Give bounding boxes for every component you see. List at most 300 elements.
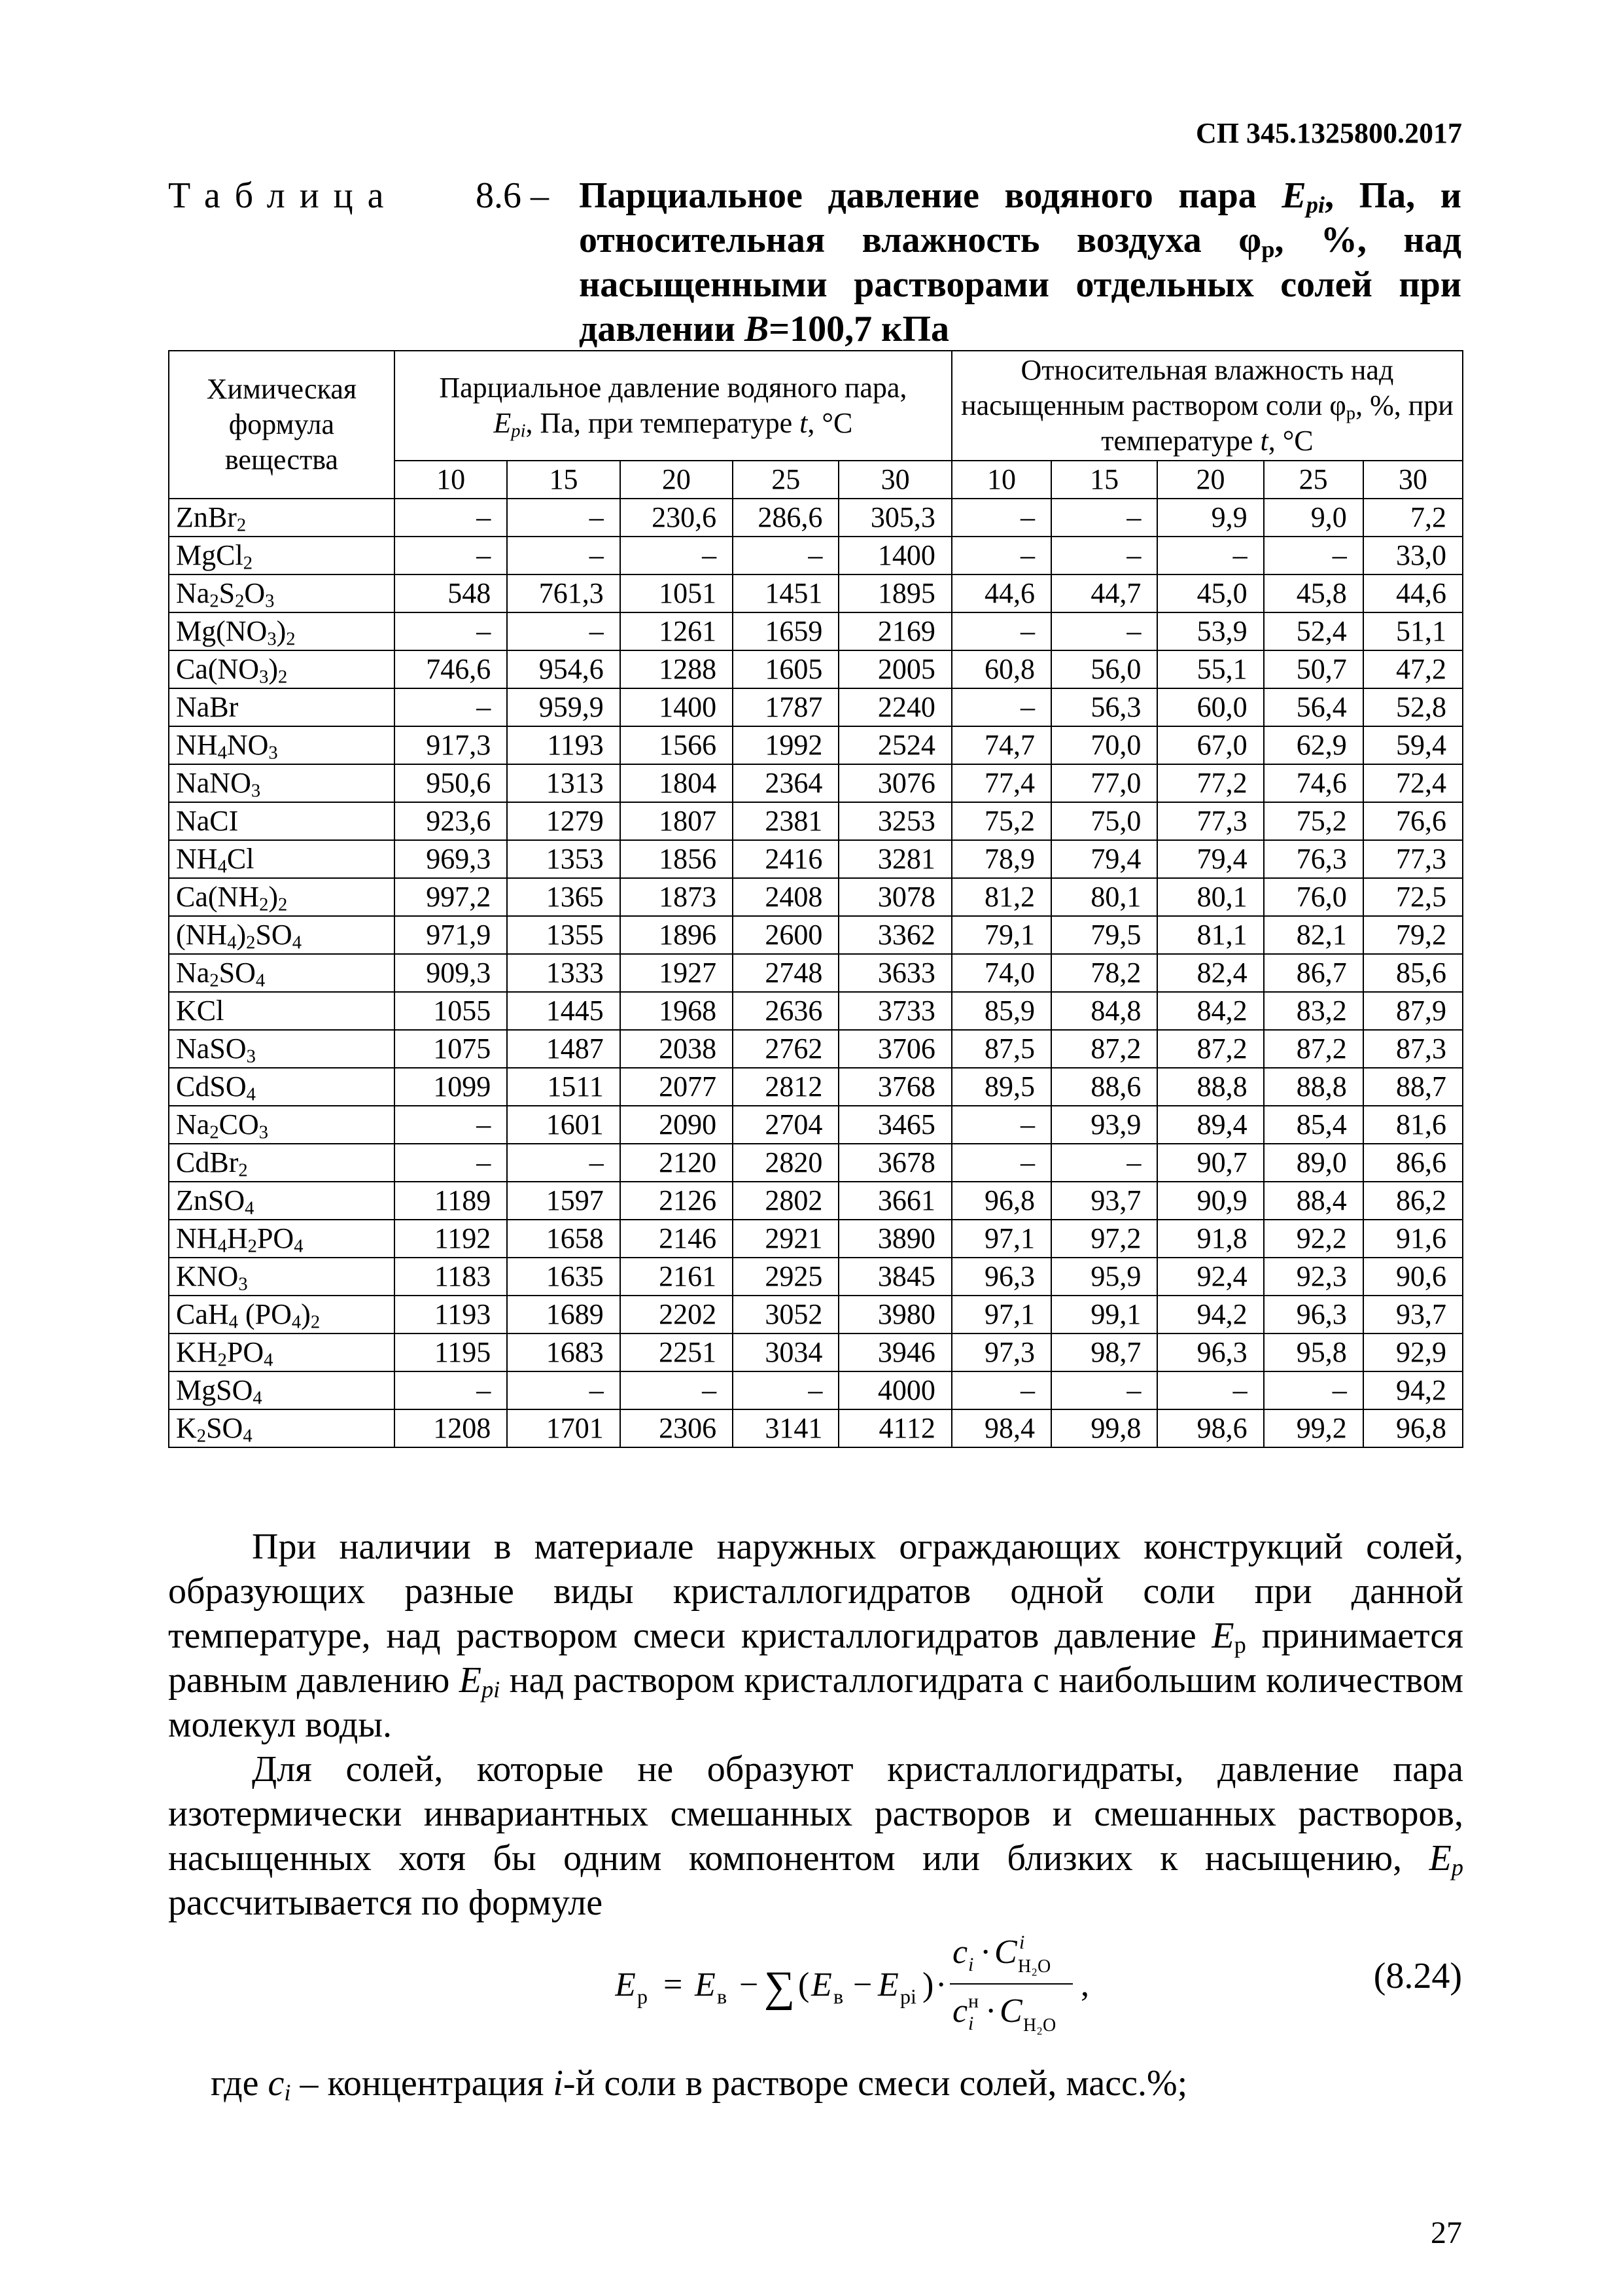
table-row bbox=[169, 1144, 1463, 1182]
value-cell: 917,3 bbox=[394, 726, 507, 764]
value-cell: – bbox=[733, 1371, 839, 1409]
value-cell: 2925 bbox=[733, 1258, 839, 1296]
value-cell: – bbox=[394, 1144, 507, 1182]
table-row bbox=[169, 1030, 1463, 1068]
value-cell: 74,0 bbox=[952, 954, 1051, 992]
formula-part: NaNO bbox=[176, 767, 251, 799]
value-cell: – bbox=[952, 612, 1051, 650]
value-cell: 1635 bbox=[507, 1258, 620, 1296]
value-cell: 9,0 bbox=[1264, 499, 1363, 537]
value-cell: 72,4 bbox=[1363, 764, 1463, 802]
value-cell: 1873 bbox=[620, 878, 733, 916]
formula-den-c-sup: н bbox=[968, 1990, 979, 2012]
value-cell: 89,4 bbox=[1157, 1106, 1263, 1144]
value-cell: 78,2 bbox=[1051, 954, 1157, 992]
formula-part: NH bbox=[176, 843, 218, 875]
value-cell: 92,2 bbox=[1264, 1220, 1363, 1258]
temperature-header-cell: 30 bbox=[1363, 461, 1463, 499]
value-cell: 98,4 bbox=[952, 1409, 1051, 1447]
formula-part: 4 bbox=[227, 932, 237, 953]
value-cell: 87,9 bbox=[1363, 992, 1463, 1030]
value-cell: 86,7 bbox=[1264, 954, 1363, 992]
value-cell: 3661 bbox=[839, 1182, 951, 1220]
formula-lhs-sub: р bbox=[637, 1985, 648, 2008]
value-cell: 2120 bbox=[620, 1144, 733, 1182]
value-cell: 90,6 bbox=[1363, 1258, 1463, 1296]
table-row bbox=[169, 992, 1463, 1030]
formula-part: SO bbox=[206, 1412, 243, 1444]
formula-num-c: c bbox=[952, 1934, 968, 1971]
value-cell: 76,6 bbox=[1363, 802, 1463, 840]
formula-eb: E bbox=[695, 1966, 716, 2004]
value-cell: 2364 bbox=[733, 764, 839, 802]
value-cell: 971,9 bbox=[394, 916, 507, 954]
value-cell: 44,7 bbox=[1051, 574, 1157, 612]
formula-part: 4 bbox=[217, 857, 227, 877]
formula-part: Na bbox=[176, 577, 210, 609]
value-cell: – bbox=[952, 1144, 1051, 1182]
temperature-header-cell: 20 bbox=[1157, 461, 1263, 499]
formula-part: CaH bbox=[176, 1298, 229, 1330]
value-cell: 45,8 bbox=[1264, 574, 1363, 612]
formula-eq: = bbox=[663, 1966, 683, 2004]
value-cell: 60,8 bbox=[952, 650, 1051, 688]
value-cell: 230,6 bbox=[620, 499, 733, 537]
formula-part: 3 bbox=[258, 1122, 269, 1143]
value-cell: 83,2 bbox=[1264, 992, 1363, 1030]
value-cell: – bbox=[394, 499, 507, 537]
value-cell: 1195 bbox=[394, 1333, 507, 1371]
value-cell: 1701 bbox=[507, 1409, 620, 1447]
value-cell: 76,3 bbox=[1264, 840, 1363, 878]
value-cell: 3633 bbox=[839, 954, 951, 992]
formula-part: Cl bbox=[226, 843, 254, 875]
value-cell: 96,3 bbox=[1157, 1333, 1263, 1371]
value-cell: 1605 bbox=[733, 650, 839, 688]
value-cell: 3768 bbox=[839, 1068, 951, 1106]
value-cell: 56,4 bbox=[1264, 688, 1363, 726]
formula-eb-sub: в bbox=[717, 1985, 727, 2008]
value-cell: 2381 bbox=[733, 802, 839, 840]
value-cell: 909,3 bbox=[394, 954, 507, 992]
formula-den-c: c bbox=[952, 1992, 968, 2030]
value-cell: 2704 bbox=[733, 1106, 839, 1144]
value-cell: 3980 bbox=[839, 1296, 951, 1333]
value-cell: 1451 bbox=[733, 574, 839, 612]
formula-part: 4 bbox=[292, 932, 302, 953]
formula-number: (8.24) bbox=[1373, 1956, 1462, 1996]
formula-cell bbox=[169, 802, 394, 840]
value-cell: 77,2 bbox=[1157, 764, 1263, 802]
caption-number: 8.6 – bbox=[476, 175, 549, 216]
formula-part: NaSO bbox=[176, 1033, 247, 1065]
table-row bbox=[169, 1258, 1463, 1296]
value-cell: 3465 bbox=[839, 1106, 951, 1144]
value-cell: 87,2 bbox=[1051, 1030, 1157, 1068]
table-row bbox=[169, 840, 1463, 878]
value-cell: 94,2 bbox=[1363, 1371, 1463, 1409]
value-cell: – bbox=[952, 688, 1051, 726]
value-cell: 81,6 bbox=[1363, 1106, 1463, 1144]
value-cell: 98,6 bbox=[1157, 1409, 1263, 1447]
value-cell: – bbox=[620, 1371, 733, 1409]
caption-title: Парциальное давление водяного пара $E_{pi}$, Па, и относительная влажность воздуха $\varphi_p$, %, над насыщенными растворами отдельных солей при давлении B=100,7 кПа bbox=[579, 175, 1462, 349]
value-cell: – bbox=[1264, 537, 1363, 574]
formula-cell bbox=[169, 1258, 394, 1296]
value-cell: 1927 bbox=[620, 954, 733, 992]
value-cell: 98,7 bbox=[1051, 1333, 1157, 1371]
table-row bbox=[169, 954, 1463, 992]
value-cell: 93,7 bbox=[1363, 1296, 1463, 1333]
formula-part: ) bbox=[301, 1298, 311, 1330]
formula-paren-close: ) bbox=[922, 1966, 934, 2004]
value-cell: 1856 bbox=[620, 840, 733, 878]
value-cell: 2146 bbox=[620, 1220, 733, 1258]
value-cell: 77,0 bbox=[1051, 764, 1157, 802]
formula-part: H bbox=[226, 1222, 248, 1254]
formula-part: S bbox=[218, 577, 236, 609]
value-cell: 85,9 bbox=[952, 992, 1051, 1030]
formula-sigma: ∑ bbox=[764, 1963, 795, 2011]
formula-minus2: − bbox=[853, 1966, 873, 2004]
value-cell: 548 bbox=[394, 574, 507, 612]
value-cell: – bbox=[394, 612, 507, 650]
value-cell: 2600 bbox=[733, 916, 839, 954]
value-cell: 2005 bbox=[839, 650, 951, 688]
formula-part: 2 bbox=[209, 970, 219, 991]
value-cell: 1445 bbox=[507, 992, 620, 1030]
formula-lhs: E bbox=[615, 1966, 636, 2004]
formula-part: NO bbox=[226, 729, 269, 761]
formula-part: ) bbox=[268, 881, 279, 913]
value-cell: 4000 bbox=[839, 1371, 951, 1409]
formula-cell bbox=[169, 1068, 394, 1106]
value-cell: 82,4 bbox=[1157, 954, 1263, 992]
formula-cell bbox=[169, 916, 394, 954]
table-body bbox=[169, 499, 1463, 1447]
value-cell: 96,3 bbox=[952, 1258, 1051, 1296]
value-cell: 2090 bbox=[620, 1106, 733, 1144]
value-cell: 3141 bbox=[733, 1409, 839, 1447]
value-cell: 50,7 bbox=[1264, 650, 1363, 688]
value-cell: – bbox=[394, 1106, 507, 1144]
value-cell: 923,6 bbox=[394, 802, 507, 840]
value-cell: 56,3 bbox=[1051, 688, 1157, 726]
value-cell: 3281 bbox=[839, 840, 951, 878]
value-cell: 79,1 bbox=[952, 916, 1051, 954]
value-cell: 99,8 bbox=[1051, 1409, 1157, 1447]
table-row bbox=[169, 1068, 1463, 1106]
value-cell: 7,2 bbox=[1363, 499, 1463, 537]
formula-part: 3 bbox=[246, 1046, 256, 1067]
formula-part: 3 bbox=[238, 1274, 248, 1295]
value-cell: 77,3 bbox=[1157, 802, 1263, 840]
formula-part: 4 bbox=[217, 743, 227, 764]
formula-part: CO bbox=[218, 1108, 259, 1140]
value-cell: 2161 bbox=[620, 1258, 733, 1296]
value-cell: 1192 bbox=[394, 1220, 507, 1258]
value-cell: 2636 bbox=[733, 992, 839, 1030]
formula-cell bbox=[169, 1409, 394, 1447]
value-cell: 62,9 bbox=[1264, 726, 1363, 764]
value-cell: 80,1 bbox=[1157, 878, 1263, 916]
value-cell: 2524 bbox=[839, 726, 951, 764]
value-cell: 51,1 bbox=[1363, 612, 1463, 650]
value-cell: 89,0 bbox=[1264, 1144, 1363, 1182]
formula-part: 3 bbox=[251, 781, 261, 802]
value-cell: 55,1 bbox=[1157, 650, 1263, 688]
value-cell: 90,9 bbox=[1157, 1182, 1263, 1220]
formula-num-C-sup: i bbox=[1019, 1932, 1025, 1953]
formula-cell bbox=[169, 1296, 394, 1333]
formula-epi-sub: рi bbox=[900, 1985, 916, 2008]
value-cell: 91,6 bbox=[1363, 1220, 1463, 1258]
value-cell: 2240 bbox=[839, 688, 951, 726]
formula-part: (PO bbox=[237, 1298, 292, 1330]
value-cell: 82,1 bbox=[1264, 916, 1363, 954]
value-cell: 81,2 bbox=[952, 878, 1051, 916]
formula-den-C: C bbox=[1000, 1992, 1022, 2030]
value-cell: 87,2 bbox=[1264, 1030, 1363, 1068]
value-cell: – bbox=[507, 612, 620, 650]
table-row bbox=[169, 574, 1463, 612]
value-cell: – bbox=[1051, 1371, 1157, 1409]
value-cell: 3052 bbox=[733, 1296, 839, 1333]
formula-cell bbox=[169, 537, 394, 574]
value-cell: 59,4 bbox=[1363, 726, 1463, 764]
value-cell: 1279 bbox=[507, 802, 620, 840]
value-cell: 84,2 bbox=[1157, 992, 1263, 1030]
formula-part: Na bbox=[176, 1108, 210, 1140]
formula-legend: где $c_i$ – концентрация i-й соли в растворе смеси солей, масс.%; bbox=[211, 2063, 1188, 2106]
value-cell: 93,7 bbox=[1051, 1182, 1157, 1220]
formula-part: MgSO bbox=[176, 1374, 253, 1406]
value-cell: 1683 bbox=[507, 1333, 620, 1371]
formula-part: 2 bbox=[238, 1160, 248, 1181]
value-cell: 33,0 bbox=[1363, 537, 1463, 574]
formula-part: 2 bbox=[259, 894, 269, 915]
formula-part: (NH bbox=[176, 919, 228, 951]
value-cell: – bbox=[507, 1144, 620, 1182]
formula-part: 4 bbox=[253, 1388, 262, 1409]
formula-part: SO bbox=[218, 957, 256, 989]
value-cell: 44,6 bbox=[1363, 574, 1463, 612]
value-cell: 1400 bbox=[620, 688, 733, 726]
value-cell: 1075 bbox=[394, 1030, 507, 1068]
formula-part: CdBr bbox=[176, 1146, 239, 1178]
header-humidity: Относительная влажность над насыщенным раствором соли $\varphi_р$, %, при температуре t, °С bbox=[952, 351, 1463, 461]
formula-part: 3 bbox=[259, 667, 269, 688]
value-cell: 88,8 bbox=[1157, 1068, 1263, 1106]
formula-part: 2 bbox=[196, 1426, 207, 1447]
value-cell: 2820 bbox=[733, 1144, 839, 1182]
value-cell: 88,4 bbox=[1264, 1182, 1363, 1220]
formula-eb2-sub: в bbox=[833, 1985, 844, 2008]
salts-table bbox=[168, 350, 1463, 1448]
value-cell: 81,1 bbox=[1157, 916, 1263, 954]
value-cell: 2038 bbox=[620, 1030, 733, 1068]
value-cell: 84,8 bbox=[1051, 992, 1157, 1030]
formula-part: 4 bbox=[255, 970, 266, 991]
value-cell: 2812 bbox=[733, 1068, 839, 1106]
value-cell: 94,2 bbox=[1157, 1296, 1263, 1333]
temperature-header-cell: 15 bbox=[1051, 461, 1157, 499]
formula-part: Ca(NO bbox=[176, 653, 260, 685]
value-cell: 1051 bbox=[620, 574, 733, 612]
value-cell: 1400 bbox=[839, 537, 951, 574]
value-cell: 2306 bbox=[620, 1409, 733, 1447]
formula-cell bbox=[169, 1144, 394, 1182]
value-cell: 86,2 bbox=[1363, 1182, 1463, 1220]
value-cell: 97,2 bbox=[1051, 1220, 1157, 1258]
formula-den-c-sub: i bbox=[968, 2013, 974, 2034]
formula-part: NH bbox=[176, 729, 218, 761]
value-cell: 77,3 bbox=[1363, 840, 1463, 878]
value-cell: 75,0 bbox=[1051, 802, 1157, 840]
value-cell: 79,5 bbox=[1051, 916, 1157, 954]
value-cell: 88,6 bbox=[1051, 1068, 1157, 1106]
value-cell: 85,6 bbox=[1363, 954, 1463, 992]
formula-part: O bbox=[244, 577, 266, 609]
value-cell: 3706 bbox=[839, 1030, 951, 1068]
formula-part: 3 bbox=[265, 591, 275, 612]
value-cell: 70,0 bbox=[1051, 726, 1157, 764]
caption-label: Таблица bbox=[168, 175, 398, 216]
formula-part: SO bbox=[255, 919, 292, 951]
value-cell: 67,0 bbox=[1157, 726, 1263, 764]
value-cell: 74,7 bbox=[952, 726, 1051, 764]
formula-cell bbox=[169, 688, 394, 726]
value-cell: 97,1 bbox=[952, 1220, 1051, 1258]
formula-part: NaBr bbox=[176, 691, 239, 723]
paragraph-mixed-solutions: Для солей, которые не образуют кристаллогидраты, давление пара изотермически инвариантных смешанных растворов и смешанных растворов, насыщенных хотя бы одним компонентом или близких к насыщению, $E_p$ рассчитывается по формуле bbox=[168, 1749, 1463, 1923]
value-cell: 746,6 bbox=[394, 650, 507, 688]
value-cell: – bbox=[1157, 537, 1263, 574]
value-cell: 79,4 bbox=[1157, 840, 1263, 878]
value-cell: 90,7 bbox=[1157, 1144, 1263, 1182]
formula-cell bbox=[169, 1371, 394, 1409]
value-cell: 2202 bbox=[620, 1296, 733, 1333]
formula-part: ZnBr bbox=[176, 501, 237, 533]
value-cell: 2077 bbox=[620, 1068, 733, 1106]
value-cell: – bbox=[394, 537, 507, 574]
value-cell: 1365 bbox=[507, 878, 620, 916]
value-cell: 2416 bbox=[733, 840, 839, 878]
formula-part: ) bbox=[268, 653, 279, 685]
value-cell: – bbox=[507, 537, 620, 574]
value-cell: 9,9 bbox=[1157, 499, 1263, 537]
formula-part: CdSO bbox=[176, 1070, 247, 1103]
value-cell: 86,6 bbox=[1363, 1144, 1463, 1182]
formula-part: MgCl bbox=[176, 539, 243, 571]
formula-part: 4 bbox=[294, 1236, 304, 1257]
value-cell: 3253 bbox=[839, 802, 951, 840]
value-cell: 52,8 bbox=[1363, 688, 1463, 726]
formula-part: 2 bbox=[243, 553, 253, 574]
formula-den-C-sub: H₂O bbox=[1023, 2015, 1056, 2036]
value-cell: 60,0 bbox=[1157, 688, 1263, 726]
table-row bbox=[169, 537, 1463, 574]
value-cell: 88,7 bbox=[1363, 1068, 1463, 1106]
formula-cell bbox=[169, 650, 394, 688]
formula-cell bbox=[169, 1333, 394, 1371]
value-cell: 47,2 bbox=[1363, 650, 1463, 688]
value-cell: 79,4 bbox=[1051, 840, 1157, 878]
table-caption bbox=[168, 173, 1461, 351]
value-cell: 959,9 bbox=[507, 688, 620, 726]
value-cell: 96,8 bbox=[952, 1182, 1051, 1220]
formula-cell bbox=[169, 574, 394, 612]
value-cell: 91,8 bbox=[1157, 1220, 1263, 1258]
formula-part: 2 bbox=[217, 1350, 227, 1371]
formula-cell bbox=[169, 954, 394, 992]
value-cell: 1658 bbox=[507, 1220, 620, 1258]
value-cell: 93,9 bbox=[1051, 1106, 1157, 1144]
formula-cell bbox=[169, 726, 394, 764]
header-formula: Химическая формула вещества bbox=[169, 351, 394, 499]
value-cell: 1055 bbox=[394, 992, 507, 1030]
formula-part: 2 bbox=[209, 1122, 219, 1143]
value-cell: 1968 bbox=[620, 992, 733, 1030]
value-cell: 87,2 bbox=[1157, 1030, 1263, 1068]
value-cell: – bbox=[952, 537, 1051, 574]
formula-part: ) bbox=[236, 919, 247, 951]
value-cell: 87,5 bbox=[952, 1030, 1051, 1068]
formula-part: PO bbox=[226, 1336, 264, 1368]
table-row bbox=[169, 499, 1463, 537]
formula-part: KH bbox=[176, 1336, 218, 1368]
formula-part: 2 bbox=[236, 515, 247, 536]
table-row bbox=[169, 764, 1463, 802]
value-cell: 78,9 bbox=[952, 840, 1051, 878]
value-cell: – bbox=[952, 1106, 1051, 1144]
value-cell: 2126 bbox=[620, 1182, 733, 1220]
temperature-header-cell: 25 bbox=[733, 461, 839, 499]
formula-paren-open: ( bbox=[798, 1966, 810, 2004]
formula-num-dot: · bbox=[980, 1934, 992, 1971]
formula-part: KCl bbox=[176, 995, 224, 1027]
formula-cell bbox=[169, 1220, 394, 1258]
formula-part: PO bbox=[256, 1222, 294, 1254]
value-cell: 89,5 bbox=[952, 1068, 1051, 1106]
value-cell: 2748 bbox=[733, 954, 839, 992]
value-cell: 92,3 bbox=[1264, 1258, 1363, 1296]
header-pressure: Парциальное давление водяного пара, $E_{pi}$, Па, при температуре t, °С bbox=[394, 351, 952, 461]
value-cell: 77,4 bbox=[952, 764, 1051, 802]
value-cell: 761,3 bbox=[507, 574, 620, 612]
value-cell: 76,0 bbox=[1264, 878, 1363, 916]
value-cell: 72,5 bbox=[1363, 878, 1463, 916]
value-cell: 53,9 bbox=[1157, 612, 1263, 650]
formula-cell bbox=[169, 764, 394, 802]
formula-cell bbox=[169, 878, 394, 916]
value-cell: 1689 bbox=[507, 1296, 620, 1333]
formula-part: 4 bbox=[246, 1084, 256, 1105]
value-cell: 997,2 bbox=[394, 878, 507, 916]
value-cell: 1355 bbox=[507, 916, 620, 954]
formula-part: 4 bbox=[243, 1426, 253, 1447]
value-cell: – bbox=[952, 499, 1051, 537]
temperature-header-cell: 15 bbox=[507, 461, 620, 499]
value-cell: 2802 bbox=[733, 1182, 839, 1220]
value-cell: 1896 bbox=[620, 916, 733, 954]
value-cell: – bbox=[1264, 1371, 1363, 1409]
value-cell: 3076 bbox=[839, 764, 951, 802]
value-cell: 1804 bbox=[620, 764, 733, 802]
value-cell: 95,8 bbox=[1264, 1333, 1363, 1371]
formula-epi: E bbox=[878, 1966, 899, 2004]
document-code: СП 345.1325800.2017 bbox=[1196, 117, 1462, 149]
